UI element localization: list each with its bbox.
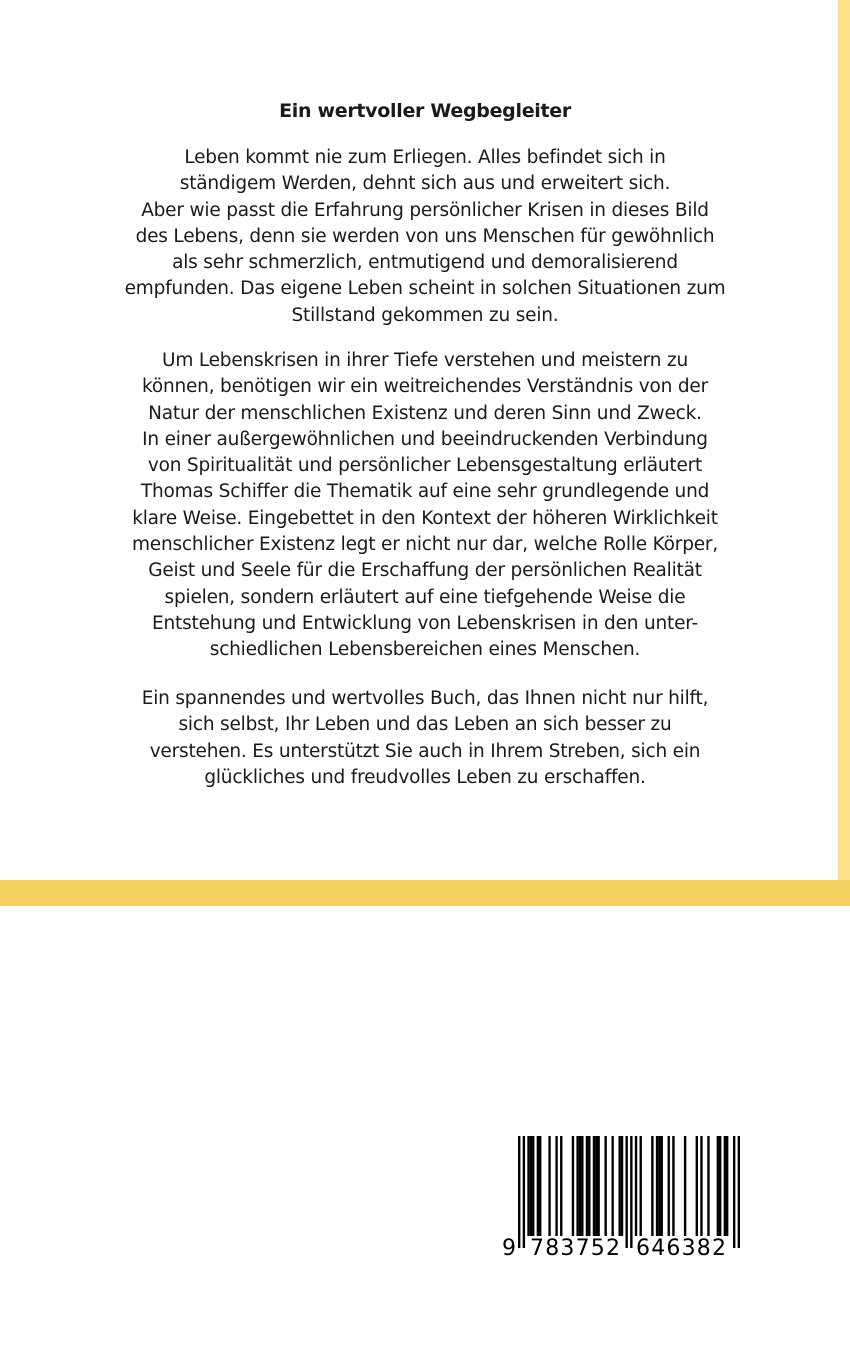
cover-title: Ein wertvoller Wegbegleiter [279,100,571,122]
barcode-bar [555,1136,557,1236]
paragraph-line: spielen, sondern erläutert auf eine tiefgehende Weise die [164,586,686,608]
paragraph-line: empfunden. Das eigene Leben scheint in solchen Situationen zum [124,278,726,300]
barcode-bar [604,1136,606,1236]
paragraph-line: In einer außergewöhnlichen und beeindruckenden Verbindung [142,428,708,450]
yellow-side-stripe [838,0,850,880]
barcode-bar [707,1136,709,1236]
barcode-bar [581,1136,583,1236]
barcode-bar [548,1136,550,1236]
yellow-band [0,880,850,906]
barcode-bar [593,1136,595,1236]
paragraph-line: menschlicher Existenz legt er nicht nur dar, welche Rolle Körper, [131,534,719,556]
description-paragraph-1 [100,145,750,329]
barcode-bar [621,1136,623,1236]
description-paragraph-3 [100,686,750,791]
paragraph-line: als sehr schmerzlich, entmutigend und demoralisierend [172,252,678,274]
barcode-bars [518,1136,740,1248]
paragraph-line: Aber wie passt die Erfahrung persönlicher Krisen in dieses Bild [141,199,709,221]
barcode-bar [625,1136,627,1248]
barcode-bar [719,1136,721,1236]
paragraph-line: Natur der menschlichen Existenz und deren Sinn und Zweck. [148,402,702,424]
paragraph-line: schiedlichen Lebensbereichen eines Menschen. [209,639,641,661]
paragraph-line: ständigem Werden, dehnt sich aus und erweitert sich. [179,173,671,195]
paragraph-line: klare Weise. Eingebettet in den Kontext der höheren Wirklichkeit [132,507,718,529]
barcode-bar [696,1136,698,1236]
paragraph-line: Entstehung und Entwicklung von Lebenskrisen in den unter- [152,612,698,634]
isbn-barcode [500,1130,758,1270]
paragraph-line: Thomas Schiffer die Thematik auf eine sehr grundlegende und [140,481,710,503]
barcode-bar [724,1136,726,1236]
isbn-left-digits: 783752 [530,1236,622,1261]
barcode-bar [661,1136,663,1236]
barcode-bar [576,1136,578,1236]
barcode-bar [658,1136,660,1236]
barcode-bar [530,1136,532,1236]
barcode-bar [595,1136,597,1236]
barcode-bar [618,1136,620,1236]
paragraph-line: Um Lebenskrisen in ihrer Tiefe verstehen und meistern zu [161,350,689,371]
barcode-bar [560,1136,562,1236]
barcode-bar [726,1136,728,1236]
paragraph-line: Ein spannendes und wertvolles Buch, das Ihnen nicht nur hilft, [141,688,709,709]
barcode-bar [672,1136,674,1236]
barcode-bar [733,1136,735,1248]
isbn-right-digits: 646382 [636,1236,728,1261]
barcode-bar [611,1136,613,1236]
barcode-bar [579,1136,581,1236]
paragraph-line: Leben kommt nie zum Erliegen. Alles befindet sich in [184,147,666,168]
barcode-bar [717,1136,719,1236]
barcode-bar [640,1136,642,1236]
barcode-bar [597,1136,599,1236]
barcode-bar [651,1136,653,1236]
barcode-bar [523,1136,525,1248]
description-paragraph-2 [100,348,750,664]
paragraph-line: sich selbst, Ihr Leben und das Leben an sich besser zu [178,714,672,736]
barcode-bar [700,1136,702,1236]
barcode-bar [656,1136,658,1236]
barcode-bar [527,1136,529,1236]
paragraph-line: Geist und Seele für die Erschaffung der persönlichen Realität [148,560,702,582]
barcode-bar [588,1136,590,1236]
barcode-bar [630,1136,632,1248]
paragraph-line: können, benötigen wir ein weitreichendes Verständnis von der [141,376,709,398]
barcode-bar [537,1136,539,1236]
barcode-bar [539,1136,541,1236]
barcode-bar [738,1136,740,1248]
barcode-bar [684,1136,686,1236]
paragraph-line: glückliches und freudvolles Leben zu erschaffen. [204,766,646,788]
barcode-bar [635,1136,637,1236]
paragraph-line: von Spiritualität und persönlicher Lebensgestaltung erläutert [147,455,703,477]
paragraph-line: verstehen. Es unterstützt Sie auch in Ihrem Streben, sich ein [149,740,701,762]
isbn-number [500,1236,758,1270]
isbn-first-digit: 9 [502,1236,516,1261]
barcode-bar [532,1136,534,1236]
barcode-bar [572,1136,574,1236]
barcode-bar [518,1136,520,1248]
barcode-bar [586,1136,588,1236]
paragraph-line: des Lebens, denn sie werden von uns Menschen für gewöhnlich [135,225,715,247]
barcode-bar [668,1136,670,1236]
paragraph-line: Stillstand gekommen zu sein. [291,304,559,326]
